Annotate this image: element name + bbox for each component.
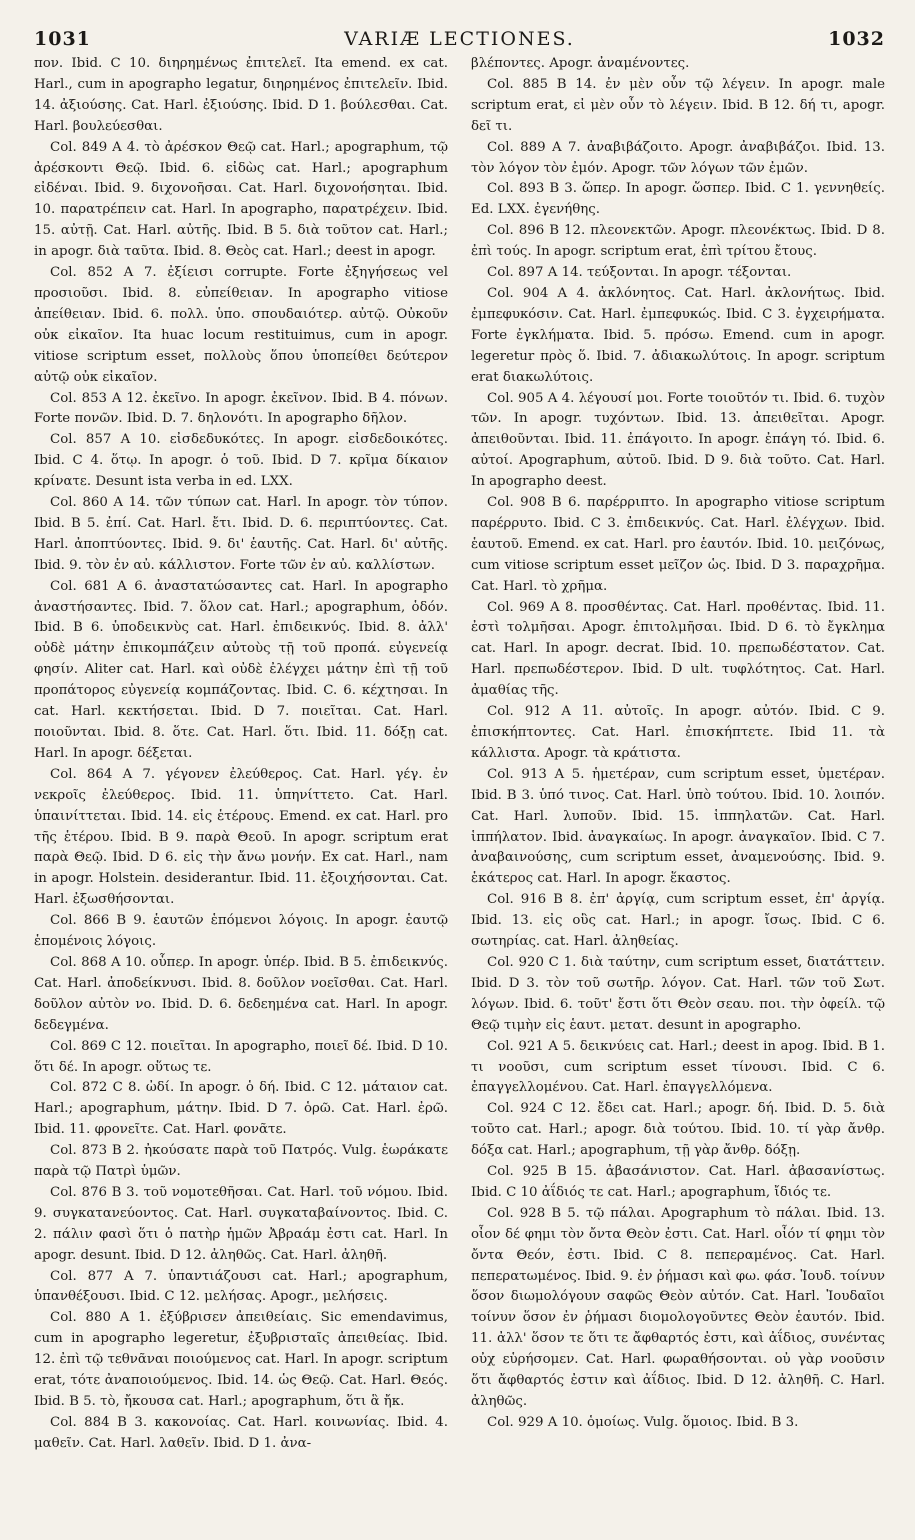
variant-entry: Col. 921 A 5. δεικνύεις cat. Harl.; deest in apog. Ibid. B 1. τι νοοῦσι, cum scriptum esset τίνουσι. Ibid. C 6. ἐπαγγελλομένου. Cat. Harl. ἐπαγγελλόμενα. — [471, 1038, 885, 1096]
variant-entry: Col. 925 B 15. ἀβασάνιστον. Cat. Harl. ἀβασανίστως. Ibid. C 10 ἀΐδιός τε cat. Harl.; apographum, ἴδιός τε. — [471, 1164, 885, 1200]
variant-entry: Col. 853 A 12. ἐκεῖνο. In apogr. ἐκεῖνον. Ibid. B 4. πόνων. Forte πονῶν. Ibid. D. 7. δηλονότι. In apographo δῆλον. — [34, 390, 448, 427]
page-number-left: 1031 — [34, 28, 91, 50]
variant-entry: βλέποντες. Apogr. ἀναμένοντες. — [471, 56, 690, 71]
variant-entry: Col. 868 A 10. οὗπερ. In apogr. ὑπέρ. Ibid. B 5. ἐπιδεικνύς. Cat. Harl. ἀποδείκνυσι. Ibid. 8. δοῦλον νοεῖσθαι. Cat. Harl. δοῦλον αὐτὸν νο. Ibid. D. 6. δεδεημένα cat. Harl. In apogr. δεδεγμένα. — [34, 954, 448, 1033]
variant-entry: Col. 896 B 12. πλεονεκτῶν. Apogr. πλεονέκτως. Ibid. D 8. ἐπὶ τούς. In apogr. scriptum erat, ἐπὶ τρίτου ἔτους. — [471, 223, 885, 260]
variant-entry: Col. 913 A 5. ἡμετέραν, cum scriptum esset, ὑμετέραν. Ibid. B 3. ὑπό τινος. Cat. Harl. ὑπὸ τούτου. Ibid. 10. λοιπόν. Cat. Harl. λυποῦν. Ibid. 15. ἱππηλατῶν. Cat. Harl. ἱππήλατον. Ibid. ἀναγκαίως. In apogr. ἀναγκαῖον. Ibid. C 7. ἀναβαινούσης, cum scriptum esset, ἀναμενούσης. Ibid. 9. ἑκάτερος cat. Harl. In apogr. ἕκαστος. — [471, 766, 885, 887]
variant-entry: Col. 884 B 3. κακονοίας. Cat. Harl. κοινωνίας. Ibid. 4. μαθεῖν. Cat. Harl. λαθεῖν. Ibid. D 1. ἀνα- — [34, 1414, 448, 1451]
variant-entry: Col. 916 B 8. ἐπ' ἀργίᾳ, cum scriptum esset, ἐπ' ἀργίᾳ. Ibid. 13. εἰς οὓς cat. Harl.; in apogr. ἴσως. Ibid. C 6. σωτηρίας. cat. Harl. ἀληθείας. — [471, 892, 885, 950]
variant-entry: Col. 876 B 3. τοῦ νομοτεθῆσαι. Cat. Harl. τοῦ νόμου. Ibid. 9. συγκατανεύοντος. Cat. Harl. συγκαταβαίνοντος. Ibid. C. 2. πάλιν φασὶ ὅτι ὁ πατὴρ ἡμῶν Ἀβραάμ ἐστι cat. Harl. In apogr. desunt. Ibid. D 12. ἀληθῶς. Cat. Harl. ἀληθῆ. — [34, 1184, 448, 1263]
variant-entry: Col. 920 C 1. διὰ ταύτην, cum scriptum esset, διατάττειν. Ibid. D 3. τὸν τοῦ σωτῆρ. λόγον. Cat. Harl. τῶν τοῦ Σωτ. λόγων. Ibid. 6. τοῦτ' ἔστι ὅτι Θεὸν σεαυ. ποι. τὴν ὀφείλ. τῷ Θεῷ τιμὴν εἰς ἑαυτ. μετατ. desunt in apographo. — [471, 954, 885, 1033]
variant-entry: Col. 866 B 9. ἑαυτῶν ἑπόμενοι λόγοις. In apogr. ἑαυτῷ ἑπομένοις λόγοις. — [34, 913, 448, 950]
variant-entry: Col. 857 A 10. εἰσδεδυκότες. In apogr. εἰσδεδοικότες. Ibid. C 4. ὅτῳ. In apogr. ὁ τοῦ. Ibid. D 7. κρῖμα δίκαιον κρίνατε. Desunt ista verba in ed. LXX. — [34, 432, 448, 490]
variant-entry: Col. 852 A 7. ἐξίεισι corrupte. Forte ἐξηγήσεως vel προσιοῦσι. Ibid. 8. εὐπείθειαν. In apographo vitiose ἀπείθειαν. Ibid. 6. πολλ. ὑπο. σπουδαιότερ. αὐτῷ. Οὐκοῦν οὐκ εἰκαῖον. Ita huac locum restituimus, cum in apogr. vitiose scriptum esset, πολλοὺς ὅπου ὑποπείθει δεύτερον αὐτῷ οὐκ εἰκαῖον. — [34, 265, 448, 385]
variant-entry: Col. 908 B 6. παρέρριπτο. In apographo vitiose scriptum παρέρρυτο. Ibid. C 3. ἐπιδεικνύς. Cat. Harl. ἐλέγχων. Ibid. ἑαυτοῦ. Emend. ex cat. Harl. pro ἑαυτόν. Ibid. 10. μειζόνως, cum vitiose scriptum esset μεῖζον ὡς. Ibid. D 3. παραχρῆμα. Cat. Harl. τὸ χρῆμα. — [471, 495, 885, 594]
variant-entry: Col. 893 B 3. ὥπερ. In apogr. ὥσπερ. Ibid. C 1. γεννηθείς. Ed. LXX. ἐγενήθης. — [471, 181, 885, 218]
variant-entry: Col. 880 A 1. ἐξύβρισεν ἀπειθείαις. Sic emendavimus, cum in apographo legeretur, ἐξυβρισταῖς ἀπειθείας. Ibid. 12. ἐπὶ τῷ τεθνᾶναι ποιούμενος cat. Harl. In apogr. scriptum erat, τότε ἀναποιούμενος. Ibid. 14. ὡς Θεῷ. Cat. Harl. Θεός. Ibid. B 5. τὸ, ἤκουσα cat. Harl.; apographum, ὅτι ἃ ἤκ. — [34, 1310, 448, 1409]
text-columns — [34, 54, 885, 1455]
left-column — [34, 54, 448, 1455]
page-number-right: 1032 — [828, 28, 885, 50]
variant-entry: πον. Ibid. C 10. διηρημένως ἐπιτελεῖ. Ita emend. ex cat. Harl., cum in apographo legatur, διηρημένος ἐπιτελεῖν. Ibid. 14. ἀξιούσης. Cat. Harl. ἐξιούσης. Ibid. D 1. βούλεσθαι. Cat. Harl. βουλεύεσθαι. — [34, 56, 448, 134]
variant-entry: Col. 897 A 14. τεύξονται. In apogr. τέξονται. — [487, 265, 792, 281]
variant-entry: Col. 928 B 5. τῷ πάλαι. Apographum τὸ πάλαι. Ibid. 13. οἶον δέ φημι τὸν ὄντα Θεὸν ἐστι. Cat. Harl. οἶόν τί φημι τὸν ὄντα Θεόν, ἐστι. Ibid. C 8. πεπεραμένος. Cat. Harl. πεπερατωμένος. Ibid. 9. ἐν ῥήμασι καὶ φω. φάσ. Ἰουδ. τοίνυν ὅσον διωμολόγουν σαφῶς Θεὸν αὐτόν. Cat. Harl. Ἰουδαῖοι τοίνυν ὅσον ἐν ῥήμασι διομολογοῦντες Θεὸν ἑαυτόν. Ibid. 11. ἀλλ' ὅσον τε ὅτι τε ἄφθαρτός ἐστι, καὶ ἀΐδιος, συνέντας οὐχ εὑρήσομεν. Cat. Harl. φωραθήσονται. οὐ γὰρ νοοῦσιν ὅτι ἄφθαρτός ἐστιν καὶ ἀΐδιος. Ibid. D 12. ἀληθῆ. C. Harl. ἀληθῶς. — [471, 1205, 885, 1409]
variant-entry: Col. 969 A 8. προσθέντας. Cat. Harl. προθέντας. Ibid. 11. ἐστὶ τολμῆσαι. Apogr. ἐπιτολμῆσαι. Ibid. D 6. τὸ ἔγκλημα cat. Harl. In apogr. decrat. Ibid. 10. πρεπωδέστατον. Cat. Harl. πρεπωδέστερον. Ibid. D ult. τυφλότητος. Cat. Harl. ἀμαθίας τῆς. — [471, 599, 885, 699]
variant-entry: Col. 872 C 8. ὠδί. In apogr. ὁ δή. Ibid. C 12. μάταιον cat. Harl.; apographum, μάτην. Ibid. D 7. ὁρῶ. Cat. Harl. ἐρῶ. Ibid. 11. φρονεῖτε. Cat. Harl. φονᾶτε. — [34, 1080, 448, 1138]
variant-entry: Col. 869 C 12. ποιεῖται. In apographo, ποιεῖ δέ. Ibid. D 10. ὅτι δέ. In apogr. οὕτως τε. — [34, 1038, 448, 1075]
running-header — [34, 0, 885, 54]
variant-entry: Col. 924 C 12. ἔδει cat. Harl.; apogr. δή. Ibid. D. 5. διὰ τοῦτο cat. Harl.; apogr. διὰ τούτου. Ibid. 10. τί γὰρ ἄνθρ. δόξα cat. Harl.; apographum, τῇ γὰρ ἄνθρ. δόξῃ. — [471, 1101, 885, 1159]
right-column — [471, 54, 885, 1455]
variant-entry: Col. 849 A 4. τὸ ἀρέσκον Θεῷ cat. Harl.; apographum, τῷ ἀρέσκοντι Θεῷ. Ibid. 6. εἰδὼς cat. Harl.; apographum εἰδέναι. Ibid. 9. διχονοῆσαι. Cat. Harl. διχονοήσηται. Ibid. 10. παρατρέπειν cat. Harl. In apographo, παρατρέχειν. Ibid. 15. αὐτῇ. Cat. Harl. αὐτῆς. Ibid. B 5. διὰ τοῦτον cat. Harl.; in apogr. διὰ ταῦτα. Ibid. 8. Θεὸς cat. Harl.; deest in apogr. — [34, 139, 448, 260]
variant-entry: Col. 885 B 14. ἐν μὲν οὖν τῷ λέγειν. In apogr. male scriptum erat, εἰ μὲν οὖν τὸ λέγειν. Ibid. B 12. δή τι, apogr. δεῖ τι. — [471, 76, 885, 134]
variant-entry: Col. 912 A 11. αὐτοῖς. In apogr. αὐτόν. Ibid. C 9. ἐπισκήπτοντες. Cat. Harl. ἐπισκήπτετε. Ibid 11. τὰ κάλλιστα. Apogr. τὰ κράτιστα. — [471, 704, 885, 761]
variant-entry: Col. 873 B 2. ἠκούσατε παρὰ τοῦ Πατρός. Vulg. ἑωράκατε παρὰ τῷ Πατρὶ ὑμῶν. — [34, 1143, 448, 1180]
variant-entry: Col. 681 A 6. ἀναστατώσαντες cat. Harl. In apographo ἀναστήσαντες. Ibid. 7. ὅλον cat. Harl.; apographum, ὁδόν. Ibid. B 6. ὑποδεικνὺς cat. Harl. ἐπιδεικνύς. Ibid. 8. ἀλλ' οὐδὲ μάτην ἐπικομπάζειν αὐτοὺς τῇ τοῦ προπά. εὐγενείᾳ φησίν. Aliter cat. Harl. καὶ οὐδὲ ἐλέγχει μάτην ἐπὶ τῇ τοῦ προπάτορος εὐγενείᾳ κομπάζοντας. Ibid. C. 6. κέχτησαι. In cat. Harl. κεκτήσεται. Ibid. D 7. ποιεῖται. Cat. Harl. ποιοῦνται. Ibid. 8. ὅτε. Cat. Harl. ὅτι. Ibid. 11. δόξῃ cat. Harl. In apogr. δέξεται. — [34, 578, 448, 761]
variant-entry: Col. 864 A 7. γέγονεν ἐλεύθερος. Cat. Harl. γέγ. ἐν νεκροῖς ἐλεύθερος. Ibid. 11. ὑπηνίττετο. Cat. Harl. ὑπαινίττεται. Ibid. 14. εἰς ἑτέρους. Emend. ex cat. Harl. pro τῆς ἑτέρου. Ibid. B 9. παρὰ Θεοῦ. In apogr. scriptum erat παρὰ Θεῷ. Ibid. D 6. εἰς τὴν ἄνω μονήν. Ex cat. Harl., nam in apogr. Holstein. desiderantur. Ibid. 11. ἐξοιχήσονται. Cat. Harl. ἐξωσθήσονται. — [34, 766, 448, 908]
running-title: VARIÆ LECTIONES. — [344, 28, 575, 50]
variant-entry: Col. 905 A 4. λέγουσί μοι. Forte τοιοῦτόν τι. Ibid. 6. τυχὸν τῶν. In apogr. τυχόντων. Ibid. 13. ἀπειθεῖται. Apogr. ἀπειθοῦνται. Ibid. 11. ἐπάγοιτο. In apogr. ἐπάγη τό. Ibid. 6. αὐτοί. Apographum, αὐτοῦ. Ibid. D 9. διὰ τοῦτο. Cat. Harl. In apographo deest. — [471, 390, 885, 490]
variant-entry: Col. 877 A 7. ὑπαντιάζουσι cat. Harl.; apographum, ὑπανθέξουσι. Ibid. C 12. μελήσας. Apogr., μελήσεις. — [34, 1268, 448, 1305]
variant-entry: Col. 860 A 14. τῶν τύπων cat. Harl. In apogr. τὸν τύπον. Ibid. B 5. ἐπί. Cat. Harl. ἔτι. Ibid. D. 6. περιπτύοντες. Cat. Harl. ἀποπτύοντες. Ibid. 9. δι' ἑαυτῆς. Cat. Harl. δι' αὐτῆς. Ibid. 9. τὸν ἐν αὐ. κάλλιστον. Forte τῶν ἐν αὐ. καλλίστων. — [34, 495, 448, 573]
variant-entry: Col. 904 A 4. ἀκλόνητος. Cat. Harl. ἀκλονήτως. Ibid. ἐμπεφυκόσιν. Cat. Harl. ἐμπεφυκώς. Ibid. C 3. ἐγχειρήματα. Forte ἐγκλήματα. Ibid. 5. πρόσω. Emend. cum in apogr. legeretur πρὸς ὅ. Ibid. 7. ἀδιακωλύτοις. In apogr. scriptum erat διακωλύτοις. — [471, 285, 885, 385]
variant-entry: Col. 929 A 10. ὁμοίως. Vulg. ὅμοιος. Ibid. B 3. — [487, 1414, 799, 1430]
variant-entry: Col. 889 A 7. ἀναβιβάζοιτο. Apogr. ἀναβιβάζοι. Ibid. 13. τὸν λόγον τὸν ἐμόν. Apogr. τῶν λόγων τῶν ἐμῶν. — [471, 139, 885, 176]
